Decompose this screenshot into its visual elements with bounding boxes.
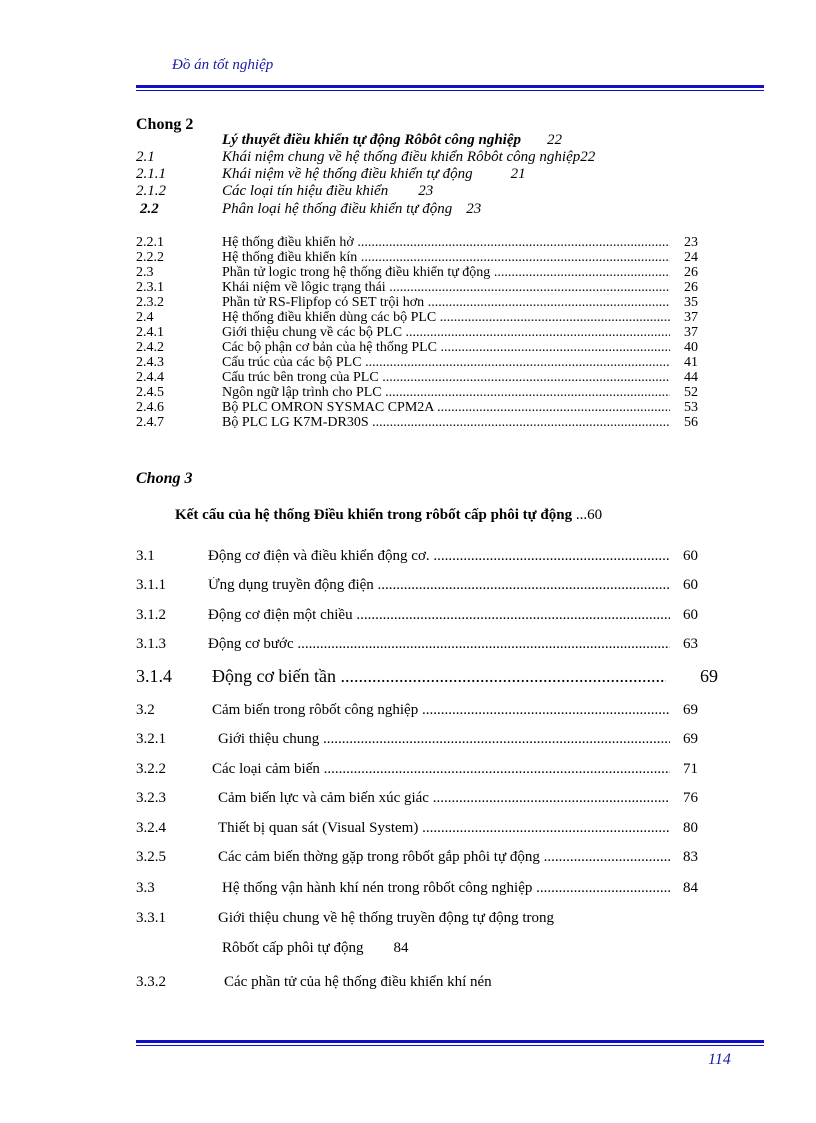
toc-entry-text[interactable]: Giới thiệu chung về hệ thống truyền động tự động trong [218, 910, 555, 926]
footer-rule-thin [136, 1045, 764, 1046]
toc-intro-num: 2.1 [136, 149, 155, 165]
toc-intro-item: Các loại tín hiệu điều khiển 23 [222, 183, 434, 199]
toc-intro-num: 2.1.2 [136, 183, 166, 199]
chapter-3-title[interactable]: Kết cấu của hệ thống Điều khiển trong rôbốt cấp phôi tự động ...60 [175, 507, 603, 523]
toc-entry-num: 3.3.2 [136, 974, 166, 990]
footer-rule [136, 1040, 764, 1043]
chapter-2-heading: Chong 2 [136, 116, 194, 133]
document-header-title: Đồ án tốt nghiệp [172, 57, 274, 73]
toc-intro-num: 2.1.1 [136, 166, 166, 182]
toc-entry-continuation[interactable]: Rôbốt cấp phôi tự động 84 [222, 940, 409, 956]
toc-intro-item: Khái niệm chung về hệ thống điều khiển Rôbôt công nghiệp22 [222, 149, 596, 165]
header-rule [136, 85, 764, 88]
chapter-3-heading: Chong 3 [136, 470, 193, 487]
toc-entry-num: 3.3.1 [136, 910, 166, 926]
toc-intro-item: Phân loại hệ thống điều khiển tự động 23 [222, 201, 482, 217]
chapter-2-title: Lý thuyết điều khiển tự động Rôbôt công nghiệp 22 [222, 132, 563, 148]
toc-intro-num: 2.2 [140, 201, 159, 217]
toc-entry-text[interactable]: Các phần tử của hệ thống điều khiển khí nén [224, 974, 492, 990]
page-number: 114 [708, 1051, 731, 1068]
toc-intro-item: Khái niệm về hệ thống điều khiển tự động 21 [222, 166, 526, 182]
header-rule-thin [136, 90, 764, 91]
